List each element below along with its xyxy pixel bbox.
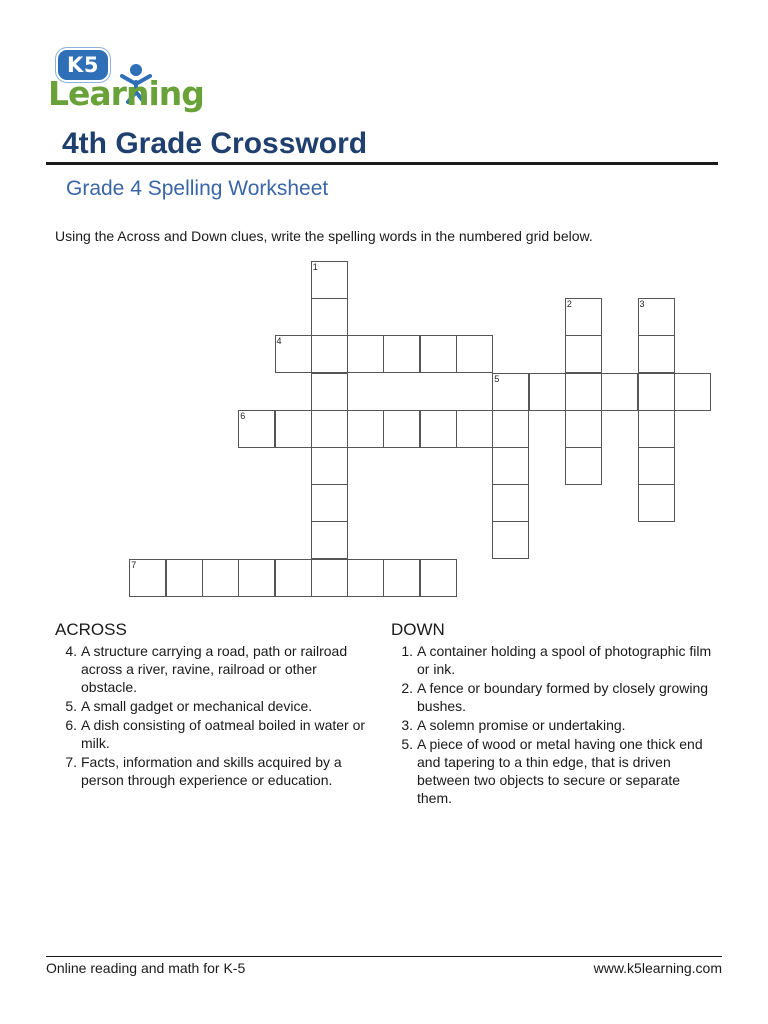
crossword-cell[interactable] bbox=[202, 559, 239, 597]
clue-text: A piece of wood or metal having one thick end and tapering to a thin edge, that is driven between two objects to secure or separate them. bbox=[417, 736, 703, 806]
clue-text: A structure carrying a road, path or railroad across a river, ravine, railroad or other obstacle. bbox=[81, 643, 348, 695]
crossword-cell[interactable] bbox=[456, 410, 493, 448]
cell-number: 4 bbox=[276, 336, 282, 347]
page-title: 4th Grade Crossword bbox=[62, 127, 368, 160]
title-divider bbox=[46, 162, 718, 165]
crossword-cell[interactable] bbox=[492, 373, 529, 411]
down-clues bbox=[391, 642, 716, 808]
crossword-cell[interactable] bbox=[311, 484, 348, 522]
clue-number: 7. bbox=[65, 754, 77, 770]
down-clue bbox=[391, 679, 716, 715]
crossword-cell[interactable] bbox=[420, 335, 457, 373]
crossword-cell[interactable] bbox=[383, 335, 420, 373]
crossword-cell[interactable] bbox=[529, 373, 566, 411]
crossword-cell[interactable] bbox=[347, 410, 384, 448]
crossword-cell[interactable] bbox=[275, 335, 312, 373]
clue-text: A fence or boundary formed by closely growing bushes. bbox=[417, 680, 709, 714]
crossword-cell[interactable] bbox=[311, 335, 348, 373]
clue-number: 6. bbox=[65, 717, 77, 733]
across-clues bbox=[55, 642, 375, 790]
crossword-cell[interactable] bbox=[638, 484, 675, 522]
crossword-cell[interactable] bbox=[638, 373, 675, 411]
clue-number: 1. bbox=[401, 643, 413, 659]
cell-number: 2 bbox=[566, 299, 572, 310]
crossword-cell[interactable] bbox=[601, 373, 638, 411]
across-clue bbox=[55, 716, 375, 752]
crossword-cell[interactable] bbox=[311, 521, 348, 559]
clue-number: 2. bbox=[401, 680, 413, 696]
logo-badge: K5 bbox=[58, 50, 108, 80]
k5-learning-logo bbox=[46, 44, 204, 114]
clue-text: A container holding a spool of photographic film or ink. bbox=[417, 643, 712, 677]
instructions: Using the Across and Down clues, write the spelling words in the numbered grid below. bbox=[55, 228, 593, 244]
crossword-cell[interactable] bbox=[166, 559, 203, 597]
crossword-cell[interactable] bbox=[311, 410, 348, 448]
crossword-cell[interactable] bbox=[492, 447, 529, 485]
clue-number: 5. bbox=[65, 698, 77, 714]
crossword-cell[interactable] bbox=[311, 447, 348, 485]
clue-text: A dish consisting of oatmeal boiled in water or milk. bbox=[81, 717, 366, 751]
crossword-cell[interactable] bbox=[565, 298, 602, 336]
cell-number: 5 bbox=[494, 373, 500, 384]
crossword-cell[interactable] bbox=[347, 335, 384, 373]
crossword-cell[interactable] bbox=[311, 261, 348, 299]
crossword-cell[interactable] bbox=[383, 410, 420, 448]
crossword-cell[interactable] bbox=[638, 410, 675, 448]
across-clue bbox=[55, 697, 375, 715]
crossword-cell[interactable] bbox=[456, 335, 493, 373]
crossword-cell[interactable] bbox=[638, 447, 675, 485]
crossword-cell[interactable] bbox=[565, 373, 602, 411]
crossword-cell[interactable] bbox=[565, 410, 602, 448]
across-clue bbox=[55, 642, 375, 696]
crossword-cell[interactable] bbox=[492, 410, 529, 448]
crossword-cell[interactable] bbox=[238, 559, 275, 597]
crossword-cell[interactable] bbox=[420, 559, 457, 597]
cell-number: 1 bbox=[312, 262, 318, 272]
clue-text: Facts, information and skills acquired by a person through experience or education. bbox=[81, 754, 342, 788]
crossword-cell[interactable] bbox=[238, 410, 275, 448]
cell-number: 6 bbox=[240, 410, 246, 421]
down-heading: DOWN bbox=[391, 620, 445, 639]
crossword-cell[interactable] bbox=[311, 298, 348, 336]
logo-wordmark: Learning bbox=[48, 74, 204, 113]
cell-number: 7 bbox=[131, 559, 137, 570]
crossword-cell[interactable] bbox=[311, 559, 348, 597]
crossword-cell[interactable] bbox=[638, 298, 675, 336]
down-clue bbox=[391, 642, 716, 678]
crossword-cell[interactable] bbox=[674, 373, 711, 411]
crossword-cell[interactable] bbox=[275, 410, 312, 448]
crossword-cell[interactable] bbox=[492, 521, 529, 559]
clue-number: 5. bbox=[401, 736, 413, 752]
clue-number: 4. bbox=[65, 643, 77, 659]
page-subtitle: Grade 4 Spelling Worksheet bbox=[66, 177, 329, 200]
clue-text: A solemn promise or undertaking. bbox=[417, 717, 626, 733]
crossword-cell[interactable] bbox=[311, 373, 348, 411]
footer-url[interactable]: www.k5learning.com bbox=[593, 960, 722, 976]
clue-text: A small gadget or mechanical device. bbox=[81, 698, 313, 714]
footer-divider bbox=[46, 956, 722, 957]
cell-number: 3 bbox=[639, 299, 645, 310]
crossword-cell[interactable] bbox=[383, 559, 420, 597]
crossword-cell[interactable] bbox=[638, 335, 675, 373]
across-heading: ACROSS bbox=[55, 620, 127, 639]
across-clue bbox=[55, 753, 375, 789]
crossword-cell[interactable] bbox=[420, 410, 457, 448]
crossword-cell[interactable] bbox=[492, 484, 529, 522]
crossword-cell[interactable] bbox=[129, 559, 166, 597]
crossword-cell[interactable] bbox=[565, 447, 602, 485]
clue-number: 3. bbox=[401, 717, 413, 733]
crossword-cell[interactable] bbox=[347, 559, 384, 597]
footer-tagline: Online reading and math for K-5 bbox=[46, 960, 246, 976]
down-clue bbox=[391, 735, 716, 807]
down-clue bbox=[391, 716, 716, 734]
crossword-cell[interactable] bbox=[275, 559, 312, 597]
crossword-cell[interactable] bbox=[565, 335, 602, 373]
